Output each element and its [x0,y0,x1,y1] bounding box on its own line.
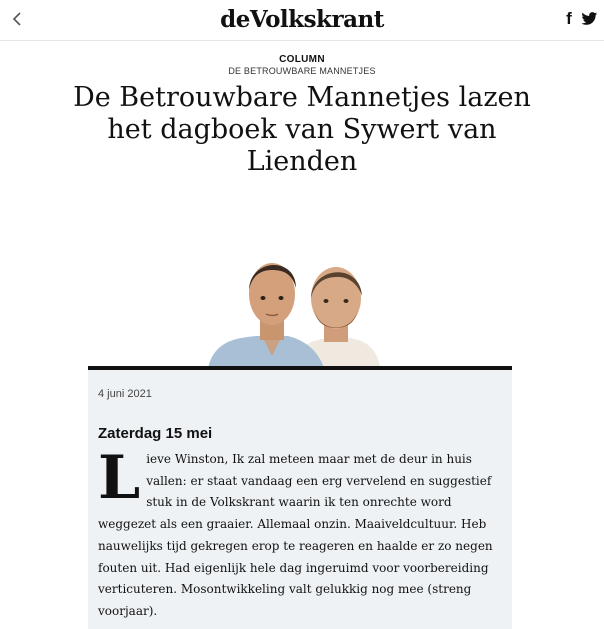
entry-heading: Zaterdag 15 mei [98,425,213,442]
site-logo[interactable]: deVolkskrant [220,6,384,33]
facebook-icon: f [566,9,572,28]
article-paragraph [98,443,506,623]
twitter-bird-icon [581,12,598,26]
facebook-share-button[interactable] [560,9,578,29]
drop-cap: L [98,443,141,513]
paragraph-text: ieve Winston, Ik zal meteen maar met de deur in huis vallen: er staat vandaag een erg vervelend en suggestief stuk in de Volkskrant waarin ik ten onrechte word weggezet als een graaier. Allemaal onzin. Maaiveldcultuur. Heb nauwelijks tijd gekregen erop te reageren en haalde er zo negen fouten uit. Had eigenlijk hele dag ingeruimd voor voorbereiding verticuteren. Mosontwikkeling valt gelukkig nog mee (streng voorjaar). [98,452,493,618]
article-title: De Betrouwbare Mannetjes lazen het dagboek van Sywert van Lienden [73,82,531,177]
authors-portrait-image [200,246,400,368]
twitter-share-button[interactable] [580,9,598,29]
column-name-link[interactable]: DE BETROUWBARE MANNETJES [228,66,376,76]
article-body-block [88,370,512,629]
publish-date: 4 juni 2021 [98,388,152,400]
top-bar [0,0,604,41]
column-label: COLUMN [279,54,325,65]
